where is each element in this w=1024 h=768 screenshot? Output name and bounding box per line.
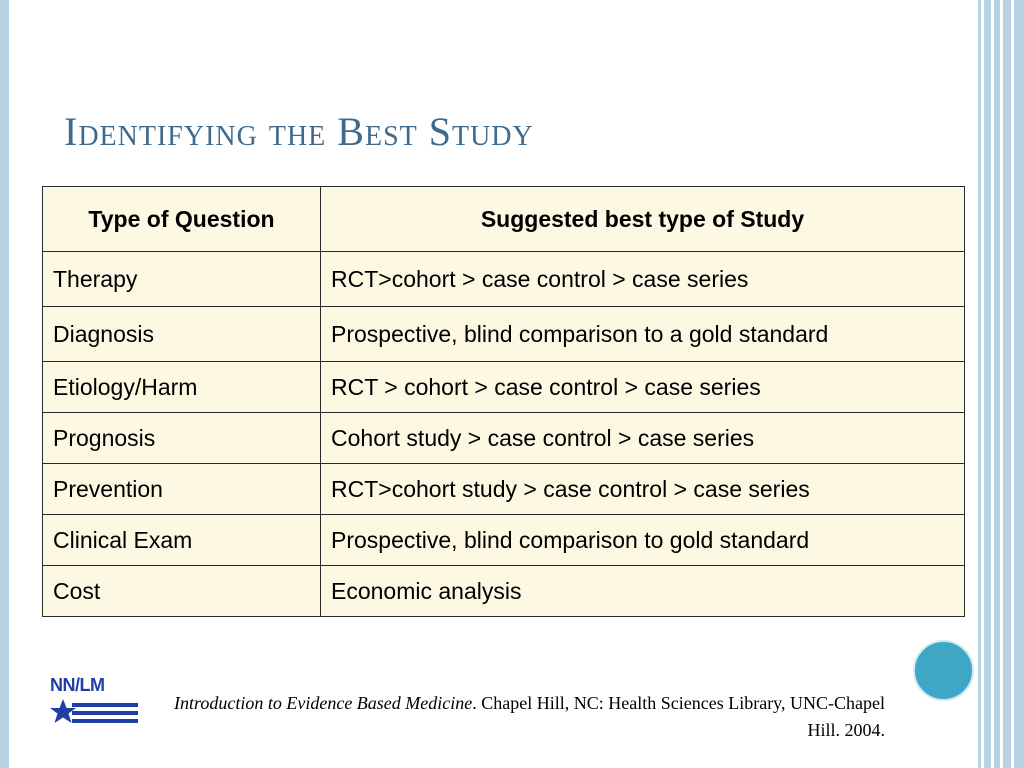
table-row: [43, 362, 965, 413]
question-type-cell: Clinical Exam: [43, 515, 321, 566]
question-type-cell: Etiology/Harm: [43, 362, 321, 413]
table-row: [43, 515, 965, 566]
header-type-of-question: Type of Question: [43, 187, 321, 252]
study-type-cell: Prospective, blind comparison to gold standard: [321, 515, 965, 566]
study-type-cell: Cohort study > case control > case series: [321, 413, 965, 464]
citation-rest: . Chapel Hill, NC: Health Sciences Library, UNC-Chapel Hill. 2004.: [472, 693, 885, 740]
right-decorative-stripes: [978, 0, 1024, 768]
question-type-cell: Prevention: [43, 464, 321, 515]
question-type-cell: Prognosis: [43, 413, 321, 464]
table-row: [43, 413, 965, 464]
slide-title: Identifying the Best Study: [64, 109, 534, 154]
citation: [165, 690, 885, 744]
citation-title: Introduction to Evidence Based Medicine: [174, 693, 473, 713]
logo-text: NN/LM: [50, 675, 105, 695]
study-type-cell: RCT>cohort study > case control > case series: [321, 464, 965, 515]
study-type-cell: Prospective, blind comparison to a gold standard: [321, 307, 965, 362]
question-type-cell: Cost: [43, 566, 321, 617]
decorative-circle: [913, 640, 974, 701]
header-suggested-study: Suggested best type of Study: [321, 187, 965, 252]
nnlm-flag-icon: [50, 679, 140, 727]
question-type-cell: Therapy: [43, 252, 321, 307]
study-type-cell: RCT > cohort > case control > case series: [321, 362, 965, 413]
table-row: [43, 464, 965, 515]
table-row: [43, 307, 965, 362]
table-row: [43, 566, 965, 617]
study-type-cell: RCT>cohort > case control > case series: [321, 252, 965, 307]
table-row: [43, 252, 965, 307]
study-type-cell: Economic analysis: [321, 566, 965, 617]
table-header-row: [43, 187, 965, 252]
question-type-cell: Diagnosis: [43, 307, 321, 362]
nnlm-logo: [50, 675, 140, 727]
left-decorative-bar: [0, 0, 9, 768]
study-type-table: [42, 186, 965, 617]
